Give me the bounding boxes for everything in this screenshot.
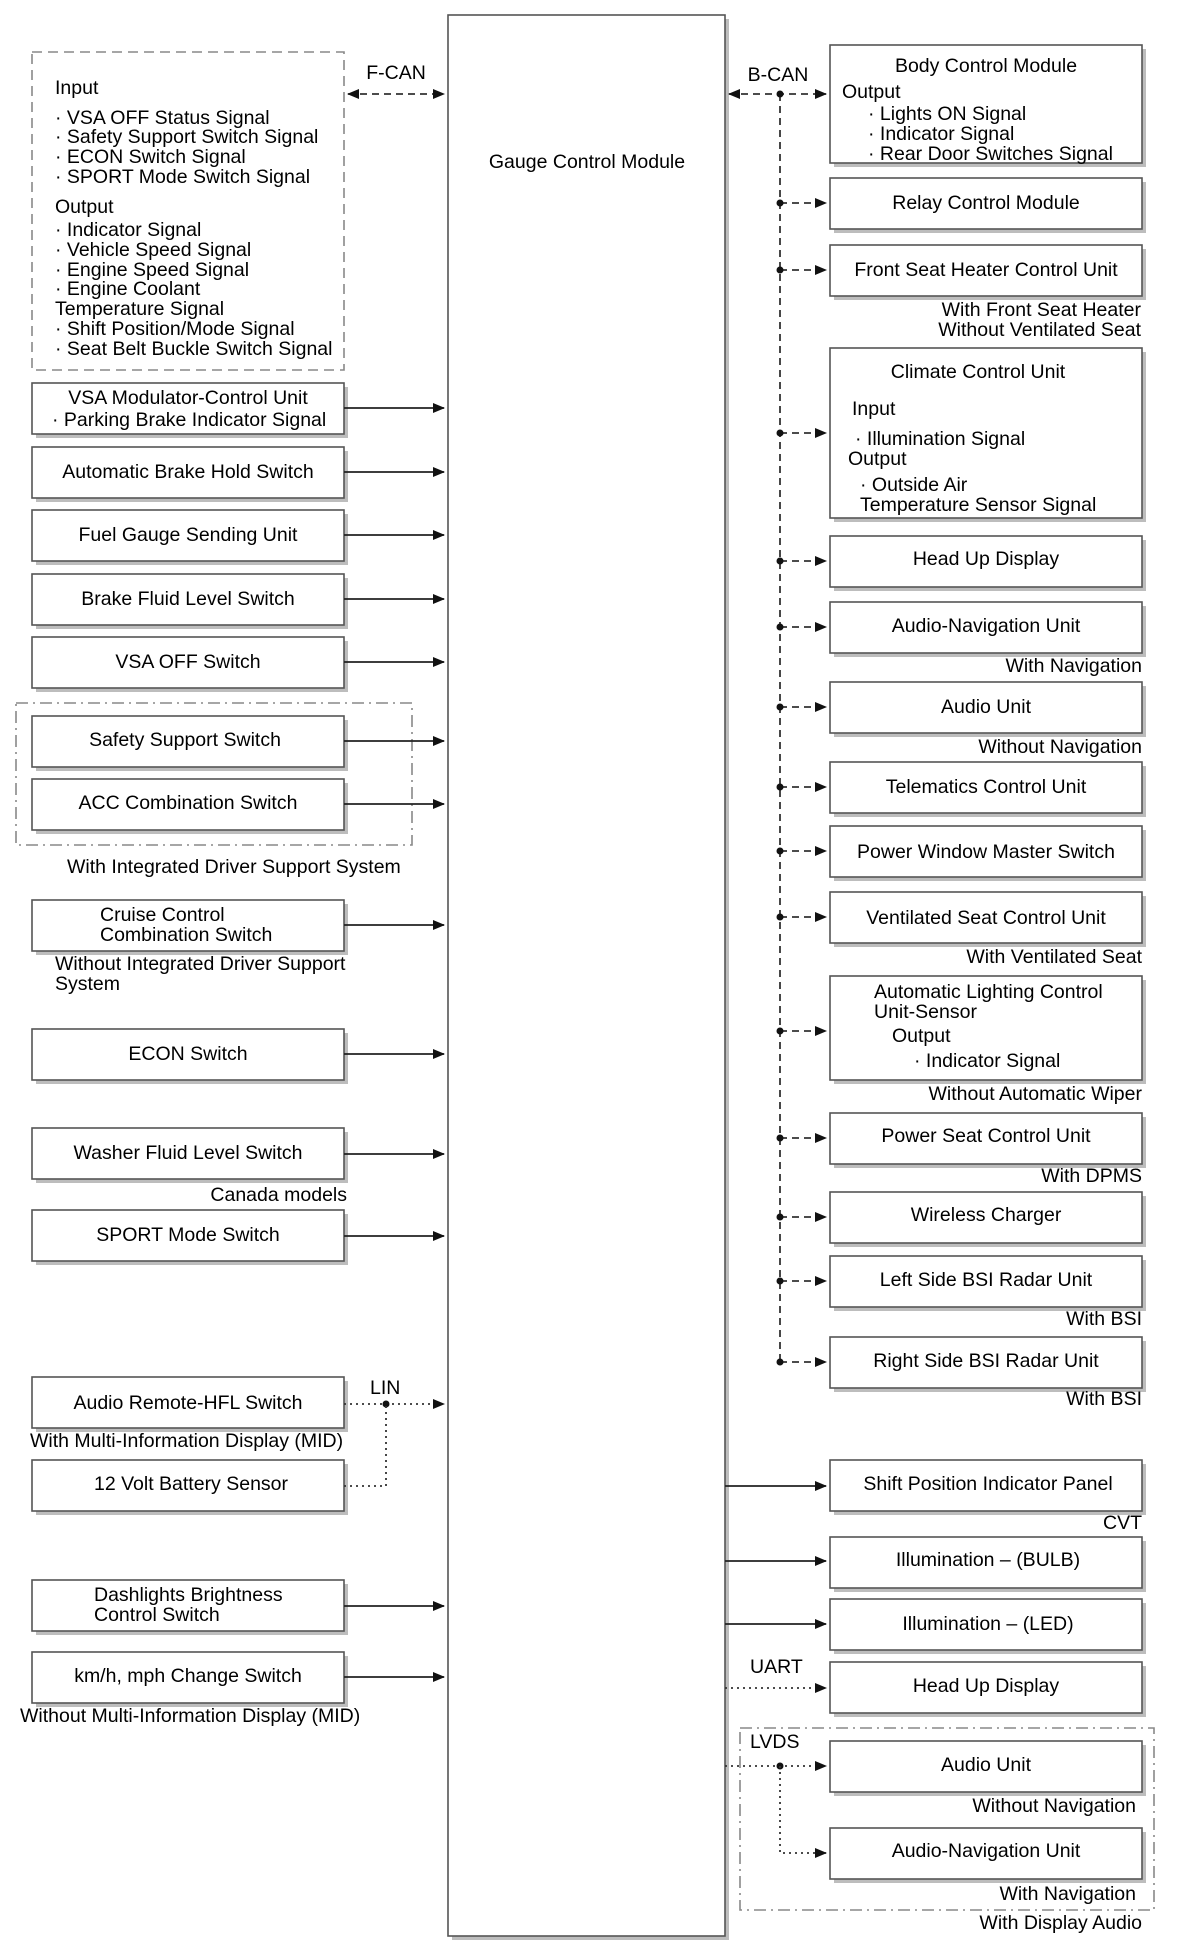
svg-text:Audio Unit: Audio Unit	[941, 696, 1031, 718]
auto-lighting-box	[830, 976, 1146, 1084]
fcan-line: · SPORT Mode Switch Signal	[55, 166, 311, 188]
svg-text:Fuel Gauge Sending Unit: Fuel Gauge Sending Unit	[78, 524, 298, 546]
washer-fluid-box	[32, 1128, 348, 1183]
lvds-branch	[780, 1766, 826, 1853]
svg-text:Head Up Display: Head Up Display	[912, 548, 1060, 570]
cruise-note: System	[55, 973, 121, 995]
power-window-box	[830, 826, 1146, 881]
svg-text:km/h, mph Change Switch: km/h, mph Change Switch	[74, 1665, 302, 1687]
sport-mode-box	[32, 1210, 348, 1265]
climate-control-box	[830, 348, 1146, 522]
gauge-control-module	[448, 15, 729, 1940]
svg-text:· Lights ON Signal: · Lights ON Signal	[868, 103, 1027, 125]
battery-sensor-box	[32, 1460, 348, 1515]
svg-text:Washer Fluid Level Switch: Washer Fluid Level Switch	[73, 1142, 303, 1164]
econ-switch-box	[32, 1029, 348, 1084]
vsa-modulator-box	[32, 383, 348, 438]
svg-text:VSA OFF Switch: VSA OFF Switch	[115, 651, 261, 673]
svg-text:Illumination – (BULB): Illumination – (BULB)	[895, 1549, 1081, 1571]
svg-text:· Indicator Signal: · Indicator Signal	[914, 1050, 1061, 1072]
svg-text:Ventilated Seat Control Unit: Ventilated Seat Control Unit	[866, 907, 1106, 929]
without-nav-note: Without Navigation	[972, 1795, 1136, 1817]
audio-navigation-box	[830, 602, 1146, 657]
uart-label: UART	[750, 1656, 803, 1678]
body-control-module-box	[830, 45, 1146, 167]
ventilated-seat-box	[830, 892, 1146, 947]
bcan-branches	[777, 200, 827, 1366]
svg-text:· Illumination Signal: · Illumination Signal	[855, 428, 1026, 450]
svg-text:Climate Control Unit: Climate Control Unit	[890, 361, 1066, 383]
svg-text:· Outside Air: · Outside Air	[860, 474, 968, 496]
svg-text:Power Seat Control Unit: Power Seat Control Unit	[881, 1125, 1091, 1147]
fsh-note: With Front Seat Heater	[941, 299, 1141, 321]
cvt-note: CVT	[1103, 1512, 1142, 1534]
fcan-line: · Indicator Signal	[55, 219, 202, 241]
svg-text:Telematics Control Unit: Telematics Control Unit	[885, 776, 1087, 798]
svg-text:· Rear Door Switches Signal: · Rear Door Switches Signal	[868, 143, 1113, 165]
audio-unit-box	[830, 682, 1146, 737]
svg-text:Output: Output	[842, 81, 901, 103]
front-seat-heater-box	[830, 245, 1146, 300]
svg-text:· Indicator Signal: · Indicator Signal	[868, 123, 1015, 145]
svg-text:Temperature Sensor Signal: Temperature Sensor Signal	[860, 494, 1097, 516]
illumination-bulb-box	[830, 1537, 1146, 1592]
svg-text:Front Seat Heater Control Unit: Front Seat Heater Control Unit	[854, 259, 1118, 281]
mid-note: With Multi-Information Display (MID)	[30, 1430, 344, 1452]
power-seat-box	[830, 1113, 1146, 1168]
svg-text:Body Control Module: Body Control Module	[894, 55, 1078, 77]
fcan-line: · Engine Speed Signal	[55, 259, 250, 281]
bcan-label: B-CAN	[747, 64, 809, 86]
svg-text:Combination Switch: Combination Switch	[100, 924, 273, 946]
fcan-line: · Shift Position/Mode Signal	[55, 318, 295, 340]
right-bsi-box	[830, 1337, 1146, 1392]
lvds-label: LVDS	[750, 1731, 800, 1753]
svg-text:Output: Output	[848, 448, 907, 470]
svg-text:Audio Unit: Audio Unit	[941, 1754, 1031, 1776]
ids-note: With Integrated Driver Support System	[67, 856, 401, 878]
acc-combination-box	[32, 779, 348, 834]
fcan-line: Output	[55, 196, 114, 218]
lin-label: LIN	[370, 1377, 401, 1399]
svg-text:Automatic Brake Hold Switch: Automatic Brake Hold Switch	[62, 461, 314, 483]
no-mid-note: Without Multi-Information Display (MID)	[20, 1705, 361, 1727]
svg-text:Automatic Lighting Control: Automatic Lighting Control	[874, 981, 1103, 1003]
svg-text:Relay Control Module: Relay Control Module	[892, 192, 1080, 214]
pseat-note: With DPMS	[1041, 1165, 1142, 1187]
svg-text:Power Window Master Switch: Power Window Master Switch	[857, 841, 1115, 863]
auto-brake-hold-box	[32, 447, 348, 502]
fuel-gauge-box	[32, 510, 348, 565]
cruise-control-box	[32, 900, 348, 955]
with-nav-note: With Navigation	[999, 1883, 1136, 1905]
display-audio-note: With Display Audio	[979, 1912, 1142, 1934]
svg-text:Input: Input	[852, 398, 896, 420]
without-nav-note: Without Navigation	[978, 736, 1142, 758]
svg-text:Control Switch: Control Switch	[94, 1604, 220, 1626]
svg-text:Audio-Navigation Unit: Audio-Navigation Unit	[891, 1840, 1081, 1862]
svg-text:Wireless Charger: Wireless Charger	[910, 1204, 1062, 1226]
left-bsi-box	[830, 1256, 1146, 1311]
junction-dot	[777, 91, 784, 98]
svg-text:Audio-Navigation Unit: Audio-Navigation Unit	[891, 615, 1081, 637]
vent-note: With Ventilated Seat	[966, 946, 1142, 968]
svg-text:ACC Combination Switch: ACC Combination Switch	[78, 792, 298, 814]
gcm-label: Gauge Control Module	[488, 151, 686, 173]
with-nav-note: With Navigation	[1005, 655, 1142, 677]
svg-text:Head Up Display: Head Up Display	[912, 1675, 1060, 1697]
kmh-mph-box	[32, 1652, 348, 1707]
brake-fluid-box	[32, 574, 348, 629]
svg-text:Right Side BSI Radar Unit: Right Side BSI Radar Unit	[873, 1350, 1099, 1372]
fcan-label: F-CAN	[366, 62, 426, 84]
svg-text:SPORT Mode Switch: SPORT Mode Switch	[96, 1224, 280, 1246]
washer-note: Canada models	[210, 1184, 347, 1206]
illumination-led-box	[830, 1599, 1146, 1654]
lin-branch	[344, 1404, 386, 1486]
telematics-box	[830, 762, 1146, 817]
svg-text:Audio Remote-HFL Switch: Audio Remote-HFL Switch	[73, 1392, 303, 1414]
fcan-line: · Engine Coolant	[55, 278, 201, 300]
bsi-note: With BSI	[1066, 1388, 1142, 1410]
relay-control-box	[830, 178, 1146, 233]
svg-text:VSA Modulator-Control Unit: VSA Modulator-Control Unit	[68, 387, 308, 409]
vsa-off-box	[32, 637, 348, 692]
svg-text:Cruise Control: Cruise Control	[100, 904, 225, 926]
svg-text:Illumination – (LED): Illumination – (LED)	[902, 1613, 1074, 1635]
fcan-line: · Safety Support Switch Signal	[55, 126, 319, 148]
svg-text:Output: Output	[892, 1025, 951, 1047]
fcan-line: · ECON Switch Signal	[55, 146, 246, 168]
fsh-note: Without Ventilated Seat	[938, 319, 1141, 341]
fcan-line: Temperature Signal	[55, 298, 225, 320]
svg-text:· Parking Brake Indicator Sign: · Parking Brake Indicator Signal	[52, 409, 327, 431]
audio-remote-box	[32, 1377, 348, 1432]
svg-text:Shift Position Indicator Panel: Shift Position Indicator Panel	[863, 1473, 1113, 1495]
svg-text:Left Side BSI Radar Unit: Left Side BSI Radar Unit	[879, 1269, 1093, 1291]
fcan-line: · VSA OFF Status Signal	[55, 107, 270, 129]
audio-navigation-lvds-box	[830, 1828, 1146, 1883]
svg-text:Unit-Sensor: Unit-Sensor	[874, 1001, 977, 1023]
audio-unit-lvds-box	[830, 1741, 1146, 1796]
svg-text:Dashlights Brightness: Dashlights Brightness	[94, 1584, 283, 1606]
dashlights-box	[32, 1580, 348, 1635]
fcan-line: · Seat Belt Buckle Switch Signal	[55, 338, 333, 360]
svg-text:Safety Support Switch: Safety Support Switch	[89, 729, 281, 751]
svg-text:Brake Fluid Level Switch: Brake Fluid Level Switch	[81, 588, 295, 610]
svg-text:ECON Switch: ECON Switch	[128, 1043, 248, 1065]
svg-text:12 Volt Battery Sensor: 12 Volt Battery Sensor	[93, 1473, 289, 1495]
cruise-note: Without Integrated Driver Support	[55, 953, 346, 975]
alc-note: Without Automatic Wiper	[928, 1083, 1142, 1105]
fcan-line: Input	[55, 77, 99, 99]
head-up-display-uart-box	[830, 1662, 1146, 1717]
head-up-display-box	[830, 536, 1146, 591]
fcan-line: · Vehicle Speed Signal	[55, 239, 252, 261]
safety-support-box	[32, 716, 348, 771]
shift-position-box	[830, 1460, 1146, 1515]
bsi-note: With BSI	[1066, 1308, 1142, 1330]
fcan-signal-box	[32, 52, 344, 370]
wireless-charger-box	[830, 1192, 1146, 1247]
